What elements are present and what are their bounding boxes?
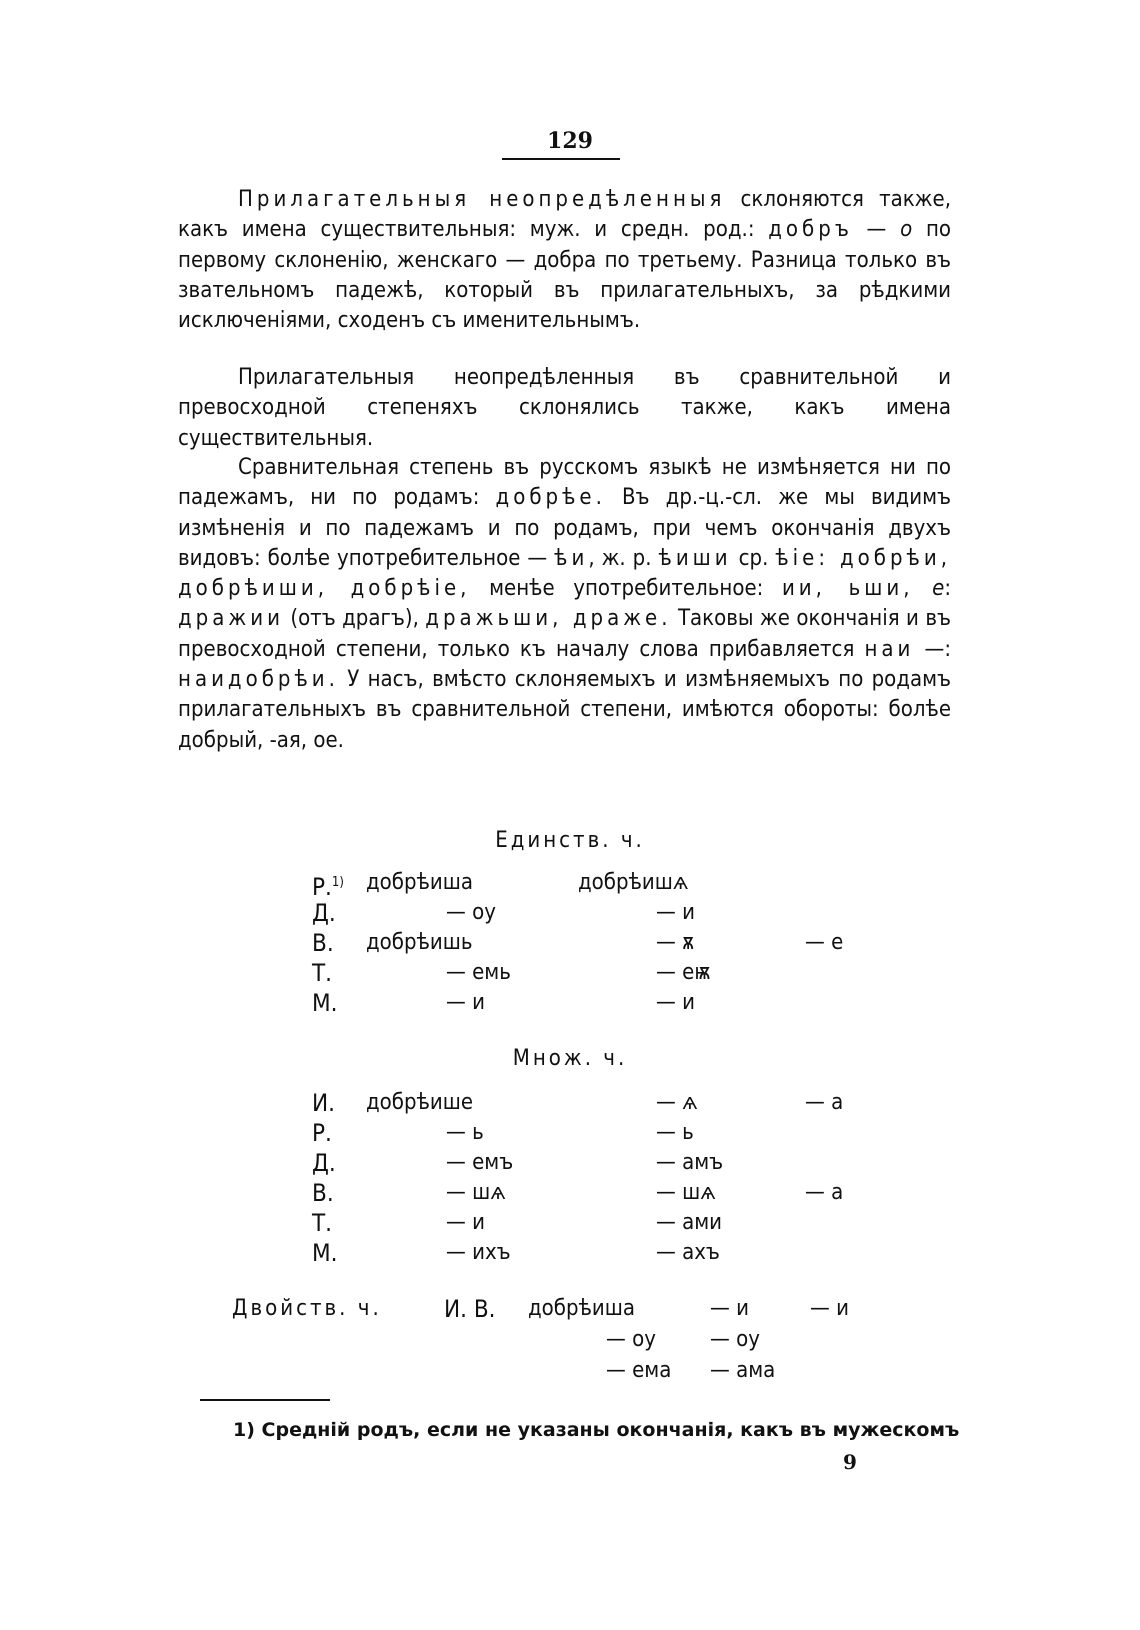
footnote: 1) Средній родъ, если не указаны окончанія, какъ въ мужескомъ [233,1419,960,1441]
case-label: И. В. [444,1295,496,1323]
fem-form: — ь [656,1120,694,1145]
neut-form: — е [805,930,844,955]
spaced-term: ии, ьши, [781,576,914,602]
masc-form: добрѣиша [528,1296,635,1321]
paragraph-2: Прилагательныя неопредѣленныя въ сравнительной и превосходной степеняхъ склонялись также, какъ имена существительныя. [178,365,951,451]
masc-form: — и [446,1210,485,1235]
masc-form: добрѣишь [366,930,473,955]
italic-term: о [900,217,913,243]
case-label: Т. [312,959,333,987]
fem-form: — еѭ [656,960,711,985]
spaced-term: наидобрѣи. [178,667,339,693]
plural-title: Множ. ч. [512,1046,628,1071]
page-number: 129 [547,128,593,154]
italic-term: е [932,576,945,602]
case-label: М. [312,1239,338,1267]
case-label: И. [312,1089,336,1117]
masc-form: — шѧ [446,1180,506,1205]
fem-form: — ѧ [656,1090,698,1115]
masc-form: — ь [446,1120,484,1145]
fem-form: — и [656,900,695,925]
masc-form: — оу [446,900,496,925]
masc-form: добрѣиша [366,870,473,895]
fem-form: — ама [710,1358,776,1383]
spaced-term: дражьши, драже. [425,606,672,632]
case-label: Д. [312,899,336,927]
neut-form: — а [805,1090,844,1115]
masc-form: — и [446,990,485,1015]
fem-form: — и [656,990,695,1015]
spaced-term: наи [864,636,915,662]
spaced-term: ѣиши [658,545,732,571]
fem-form: — амъ [656,1150,724,1175]
fem-form: — ахъ [656,1240,720,1265]
case-label: Р.$^{1)}$ [312,873,344,901]
masc-form: — емъ [446,1150,514,1175]
masc-form: добрѣише [366,1090,474,1115]
fem-form: добрѣишѧ [578,870,689,895]
spaced-term: добрѣе. [495,485,606,511]
masc-form: — емь [446,960,511,985]
masc-form: — ихъ [446,1240,511,1265]
fem-form: — ами [656,1210,722,1235]
singular-title: Единств. ч. [495,828,645,853]
neut-form: — а [805,1180,844,1205]
spaced-term: ѣіе: добрѣи, добрѣиши, добрѣіе, [178,545,951,602]
signature-mark: 9 [843,1450,857,1474]
case-label: Т. [312,1209,333,1237]
masc-form: — ема [606,1358,672,1383]
spaced-term: Прилагательныя неопредѣленныя [238,187,726,212]
fem-form: — и [710,1296,749,1321]
page-number-rule [502,158,620,160]
fem-form: — оу [710,1327,760,1352]
neut-form: — и [810,1296,849,1321]
spaced-term: ѣи [554,545,589,571]
footnote-rule [200,1399,330,1401]
fem-form: — шѧ [656,1180,716,1205]
dual-title: Двойств. ч. [232,1296,382,1321]
fem-form: — ѫ [656,930,695,955]
case-label: В. [312,929,334,957]
case-label: В. [312,1179,334,1207]
case-label: Р. [312,1119,332,1147]
spaced-term: добръ [768,217,853,243]
paragraph-1: Прилагательныя неопредѣленныя склоняются также, какъ имена существительныя: муж. и средн. род.: добръ — о по первому склоненію, женскаго — добра по третьему. Разница только въ звательномъ падежѣ, который въ прилагательныхъ, за рѣдкими исключеніями, сходенъ съ именительнымъ. [178,187,951,334]
masc-form: — оу [606,1327,656,1352]
case-label: М. [312,989,338,1017]
paragraph-3: Сравнительная степень въ русскомъ языкѣ не измѣняется ни по падежамъ, ни по родамъ: добрѣе. Въ др.-ц.-сл. же мы видимъ измѣненія и по падежамъ и по родамъ, при чемъ окончанія двухъ видовъ: болѣе употребительное — ѣи, ж. р. ѣиши ср. ѣіе: добрѣи, добрѣиши, добрѣіе, менѣе употребительное: ии, ьши, е: дражии (отъ драгъ), дражьши, драже. Таковы же окончанія и въ превосходной степени, только къ началу слова прибавляется наи —: наидобрѣи. У насъ, вмѣсто склоняемыхъ и измѣняемыхъ по родамъ прилагательныхъ въ сравнительной степени, имѣются обороты: болѣе добрый, -ая, ое. [178,455,951,753]
case-label: Д. [312,1149,336,1177]
spaced-term: дражии [178,606,284,632]
